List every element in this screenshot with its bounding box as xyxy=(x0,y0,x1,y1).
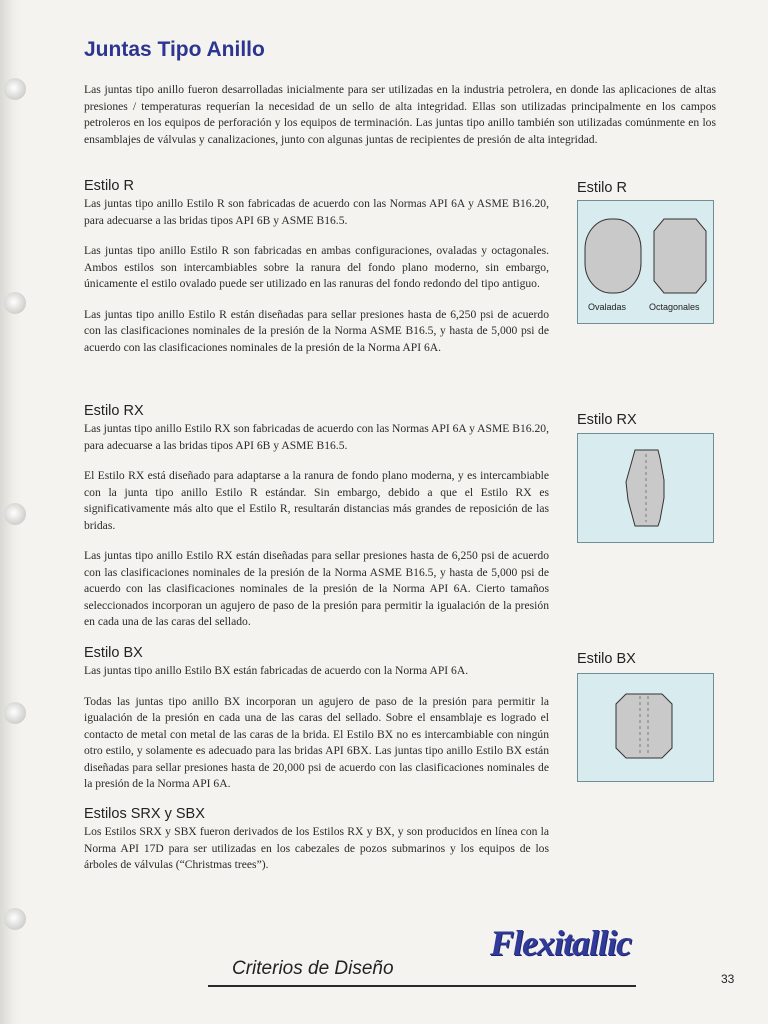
figure-estilo-rx xyxy=(577,433,714,543)
section-estilo-rx xyxy=(84,403,549,645)
paragraph: Las juntas tipo anillo Estilo R son fabricadas de acuerdo con las Normas API 6A y ASME B16.20, para adecuarse a las bridas tipos API 6B y ASME B16.5. xyxy=(84,197,549,227)
paragraph: Las juntas tipo anillo Estilo RX están diseñadas para sellar presiones hasta de 6,250 psi de acuerdo con las clasificaciones nominales de la presión de la Norma ASME B16.5, y hasta de 5,000 psi de acuerdo con las clasificaciones nominales de la presión de la Norma API 6A. Cierto tamaños seleccionados incorporan un agujero de paso de la presión para permitir la igualación de la presión en cada una de las caras del sellado. xyxy=(84,549,549,628)
binder-hole xyxy=(4,78,26,100)
octagonal-ring-shape xyxy=(654,219,706,293)
caption-octagonales: Octagonales xyxy=(649,302,700,312)
paragraph: Las juntas tipo anillo Estilo BX están fabricadas de acuerdo con la Norma API 6A. xyxy=(84,664,469,677)
binder-hole xyxy=(4,503,26,525)
paragraph: Las juntas tipo anillo Estilo R están diseñadas para sellar presiones hasta de 6,250 psi de acuerdo con las clasificaciones nominales de la presión de la Norma ASME B16.5, y hasta de 5,000 psi de acuerdo con las clasificaciones nominales de la presión de la Norma API 6A. xyxy=(84,307,549,354)
figure-title-rx: Estilo RX xyxy=(577,412,637,428)
section-heading: Estilo BX xyxy=(84,645,143,661)
section-heading: Estilo R xyxy=(84,178,134,194)
ring-profiles-r-diagram xyxy=(578,201,713,301)
intro-paragraph: Las juntas tipo anillo fueron desarrolladas inicialmente para ser utilizadas en la industria petrolera, en donde las aplicaciones de altas presiones / temperaturas requerían la necesidad de un sello de alta integridad. Ellas son utilizadas principalmente en los campos petroleros en los equipos de perforación y los equipos de terminación. Las juntas tipo anillo también son utilizadas comúnmente en los ensamblajes de válvulas y canalizaciones, junto con algunas juntas de recipientes de presión de alta integridad. xyxy=(84,83,716,146)
rx-ring-shape xyxy=(626,450,664,526)
bx-ring-shape xyxy=(616,694,672,758)
paragraph: Los Estilos SRX y SBX fueron derivados de los Estilos RX y BX, y son producidos en línea con la Norma API 17D para ser utilizadas en los cabezales de pozos submarinos y los equipos de los árboles de válvulas (“Christmas trees”). xyxy=(84,825,549,871)
oval-ring-shape xyxy=(585,219,641,293)
paragraph: Las juntas tipo anillo Estilo R son fabricadas en ambas configuraciones, ovaladas y octagonales. Ambos estilos son intercambiables sobre la ranura del fondo plano moderno, sin embargo, únicamente el estilo ovalado puede ser utilizado en las ranuras del fondo redondo del tipo antiguo. xyxy=(84,244,549,290)
footer-rule xyxy=(208,985,636,987)
section-heading: Estilo RX xyxy=(84,403,144,419)
footer-title: Criterios de Diseño xyxy=(232,958,394,979)
flexitallic-logo: Flexitallic xyxy=(490,923,631,963)
figure-title-bx: Estilo BX xyxy=(577,651,636,667)
page-title: Juntas Tipo Anillo xyxy=(84,38,265,61)
section-estilo-bx xyxy=(84,645,549,807)
paragraph: Todas las juntas tipo anillo BX incorporan un agujero de paso de la presión para permitir la igualación de la presión en cada una de las caras del sellado. Sobre el ensamblaje es logrado el contacto de metal con metal de las caras de la brida. El Estilo BX no es intercambiable con ningún otro estilo, y solamente es adecuado para las bridas API 6BX. Las juntas tipo anillo Estilo BX están diseñadas para sellar presiones hasta de 20,000 psi de acuerdo con las clasificaciones nominales de la presión de la Norma API 6A. xyxy=(84,694,549,790)
figure-title-r: Estilo R xyxy=(577,180,627,196)
binder-hole xyxy=(4,908,26,930)
ring-profile-bx-diagram xyxy=(578,674,713,781)
paragraph: Las juntas tipo anillo Estilo RX son fabricadas de acuerdo con las Normas API 6A y ASME B16.20, para adecuarse a las bridas tipos API 6B y ASME B16.5. xyxy=(84,422,549,452)
binder-hole xyxy=(4,702,26,724)
binder-hole xyxy=(4,292,26,314)
page-number: 33 xyxy=(721,972,735,986)
figure-estilo-r xyxy=(577,200,714,324)
ring-profile-rx-diagram xyxy=(578,434,713,542)
paragraph: El Estilo RX está diseñado para adaptarse a la ranura de fondo plano moderna, y es intercambiable con la junta tipo anillo Estilo R estándar. Sin embargo, debido a que el Estilo RX es significativamente más alto que el Estilo R, resultarán distancias más grandes de reposición de las bridas. xyxy=(84,469,549,532)
section-estilo-r xyxy=(84,178,549,370)
figure-estilo-bx xyxy=(577,673,714,782)
caption-ovaladas: Ovaladas xyxy=(588,302,627,312)
section-estilos-srx-sbx xyxy=(84,806,549,888)
section-heading: Estilos SRX y SBX xyxy=(84,806,205,822)
